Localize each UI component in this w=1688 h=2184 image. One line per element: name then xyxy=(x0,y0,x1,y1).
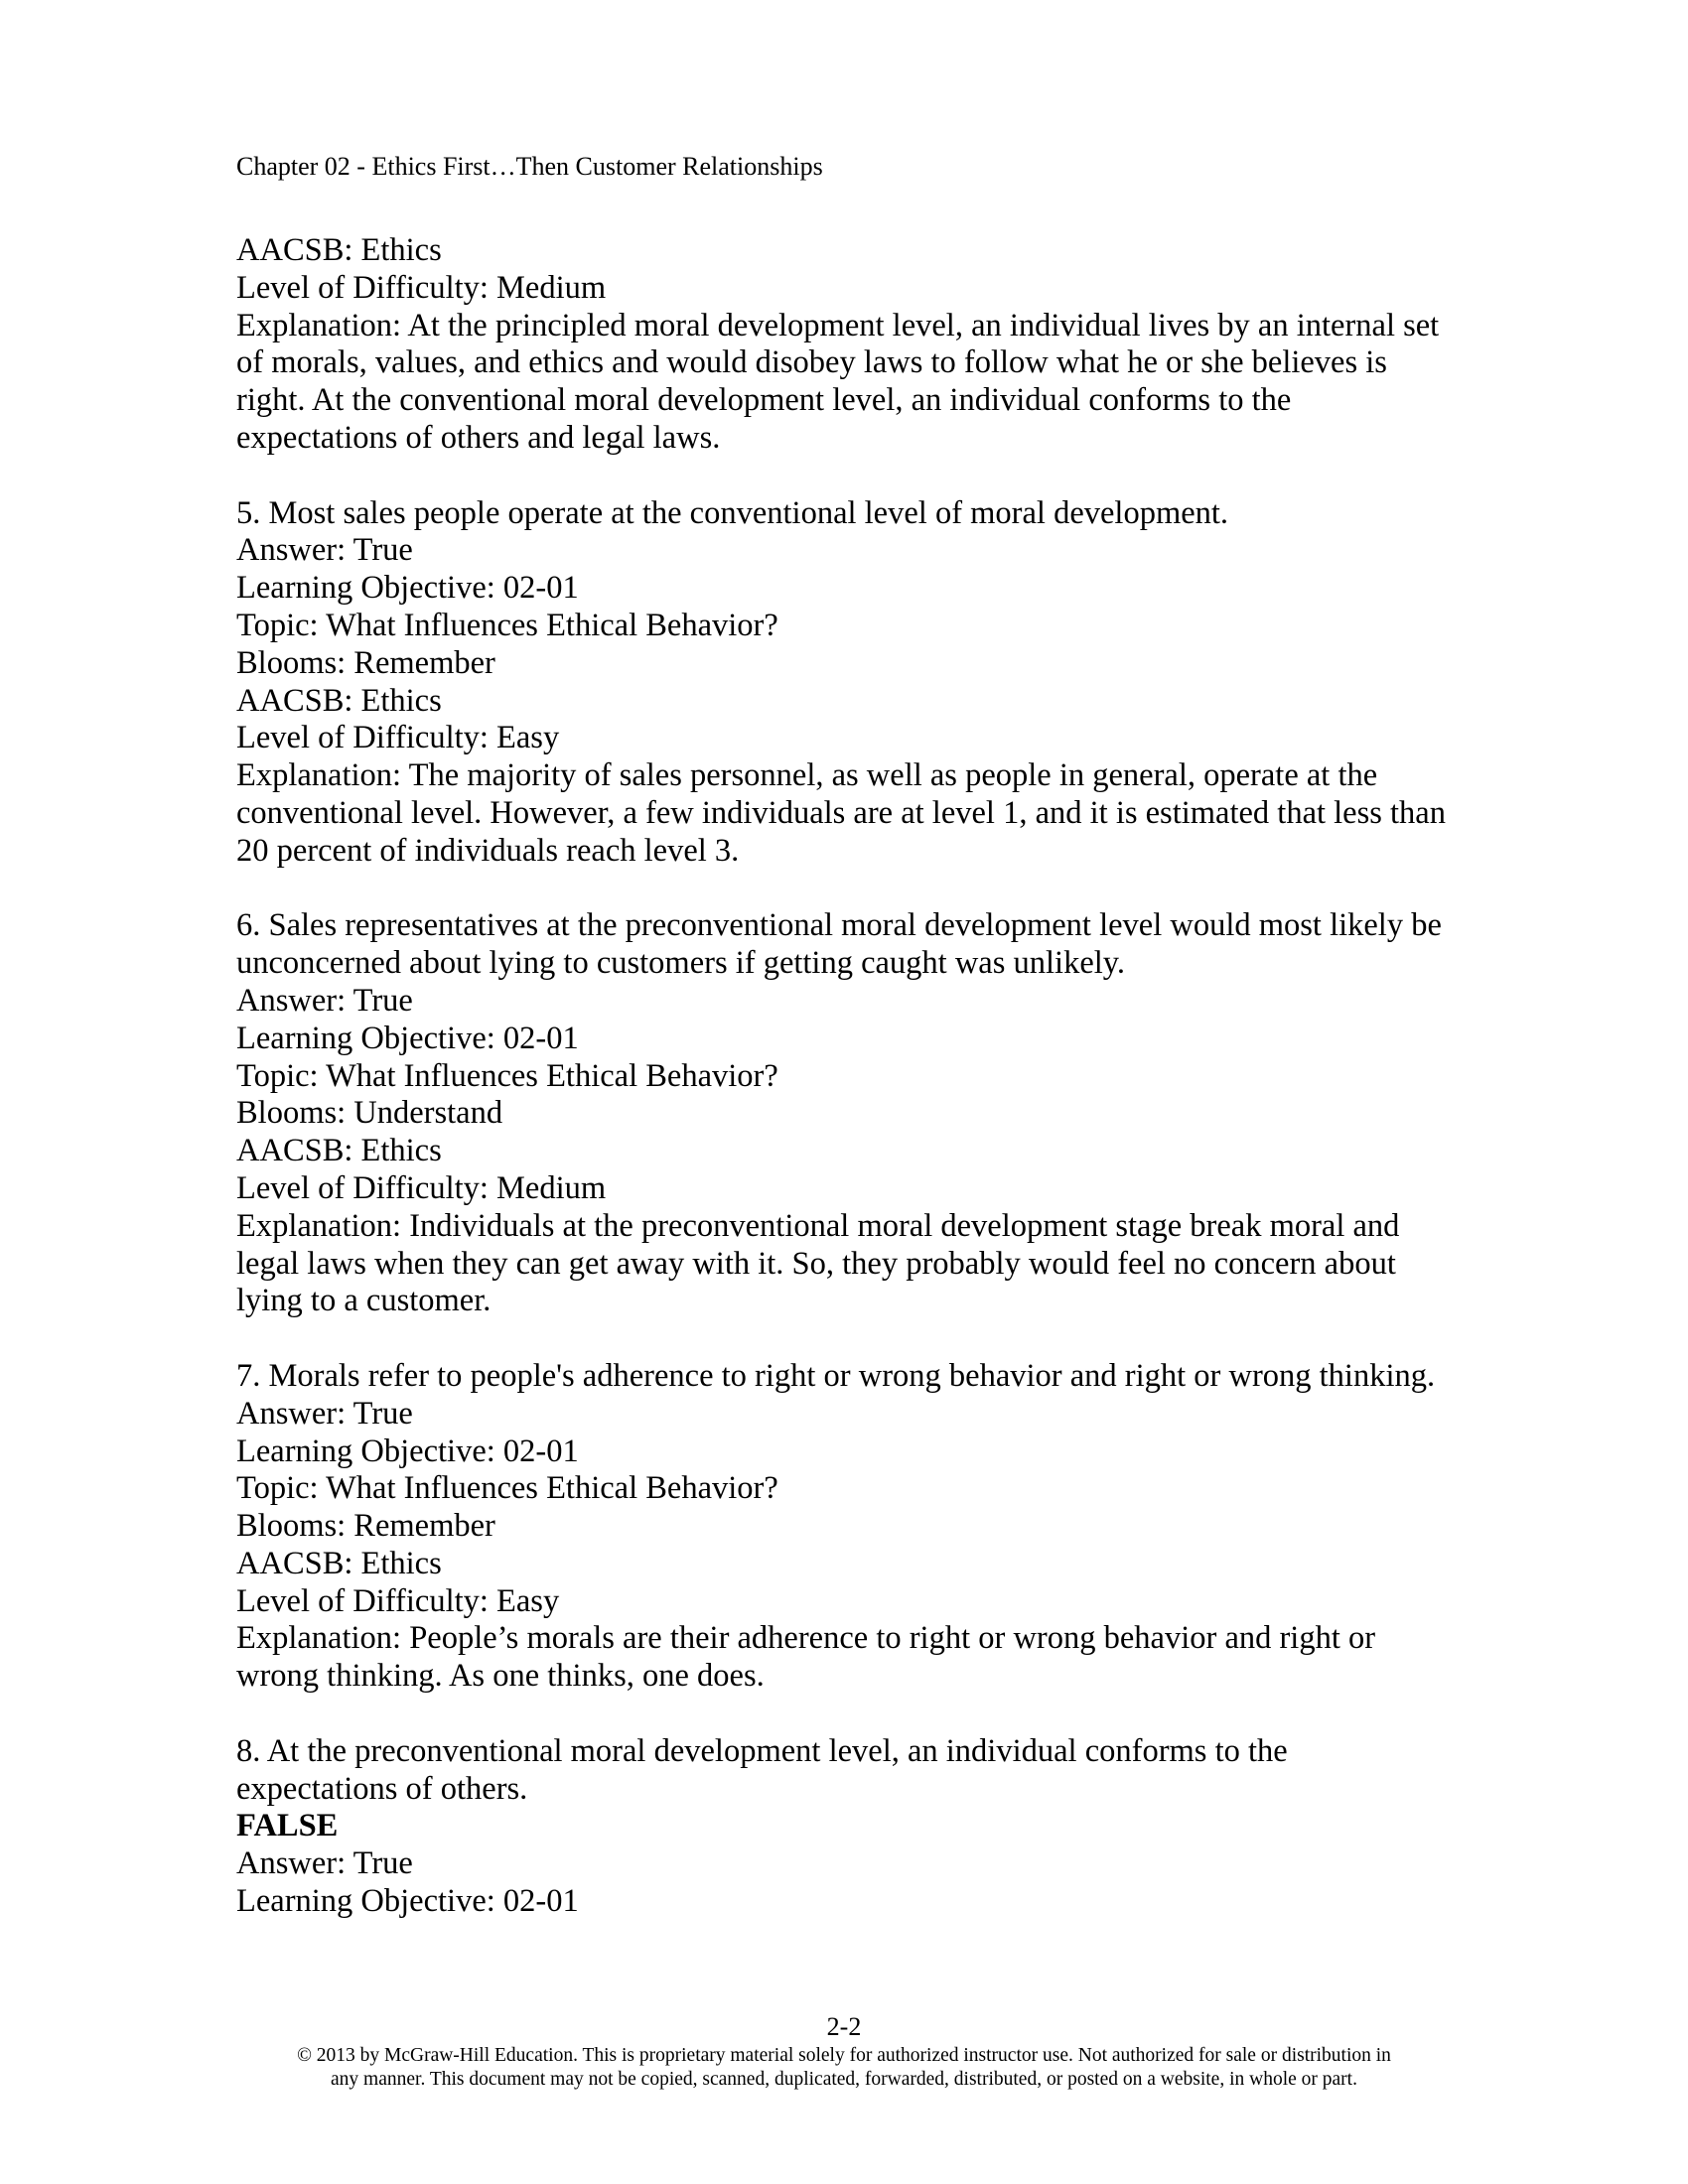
question-text: 5. Most sales people operate at the conventional level of moral development. xyxy=(236,494,1229,531)
question-8 xyxy=(236,1733,1477,1921)
explanation-line: Explanation: People’s morals are their adherence to right or wrong behavior and right or xyxy=(236,1620,1376,1657)
page-number: 2-2 xyxy=(826,2012,862,2041)
aacsb-line: AACSB: Ethics xyxy=(236,1133,442,1169)
explanation-line: Explanation: At the principled moral development level, an individual lives by an internal set xyxy=(236,307,1440,343)
explanation-line: wrong thinking. As one thinks, one does. xyxy=(236,1658,765,1695)
answer-line: Answer: True xyxy=(236,532,413,569)
explanation-line: conventional level. However, a few individuals are at level 1, and it is estimated that less than xyxy=(236,794,1446,831)
explanation-line: Explanation: Individuals at the preconventional moral development stage break moral and xyxy=(236,1207,1400,1244)
topic-line: Topic: What Influences Ethical Behavior? xyxy=(236,1470,778,1507)
answer-line: Answer: True xyxy=(236,1395,413,1432)
page-content xyxy=(236,232,1477,1921)
answer-line: Answer: True xyxy=(236,982,413,1019)
topic-line: Topic: What Influences Ethical Behavior? xyxy=(236,607,778,643)
explanation-line: lying to a customer. xyxy=(236,1283,492,1319)
question-5 xyxy=(236,495,1477,871)
copyright-line: © 2013 by McGraw-Hill Education. This is proprietary material solely for authorized instructor use. Not authorized for sale or distribution in xyxy=(297,2045,1391,2066)
learning-objective-line: Learning Objective: 02-01 xyxy=(236,1433,579,1469)
explanation-line: expectations of others and legal laws. xyxy=(236,419,721,456)
learning-objective-line: Learning Objective: 02-01 xyxy=(236,1883,579,1920)
top-block xyxy=(236,232,1477,458)
blooms-line: Blooms: Understand xyxy=(236,1095,503,1132)
difficulty-line: Level of Difficulty: Easy xyxy=(236,1582,560,1619)
spacer xyxy=(236,1696,1477,1733)
question-7 xyxy=(236,1358,1477,1696)
difficulty-line: Level of Difficulty: Medium xyxy=(236,269,607,306)
spacer xyxy=(236,458,1477,495)
explanation-line: right. At the conventional moral development level, an individual conforms to the xyxy=(236,382,1292,419)
explanation-line: 20 percent of individuals reach level 3. xyxy=(236,832,740,869)
chapter-header: Chapter 02 - Ethics First…Then Customer Relationships xyxy=(236,152,823,181)
question-text: 7. Morals refer to people's adherence to right or wrong behavior and right or wrong thinking. xyxy=(236,1357,1436,1394)
learning-objective-line: Learning Objective: 02-01 xyxy=(236,1020,579,1056)
explanation-line: of morals, values, and ethics and would disobey laws to follow what he or she believes is xyxy=(236,344,1387,381)
aacsb-line: AACSB: Ethics xyxy=(236,682,442,719)
question-text: 8. At the preconventional moral development level, an individual conforms to the xyxy=(236,1732,1288,1769)
topic-line: Topic: What Influences Ethical Behavior? xyxy=(236,1057,778,1094)
explanation-line: Explanation: The majority of sales personnel, as well as people in general, operate at the xyxy=(236,757,1378,794)
aacsb-line: AACSB: Ethics xyxy=(236,1545,442,1581)
false-marker: FALSE xyxy=(236,1808,339,1844)
question-text: 6. Sales representatives at the preconventional moral development level would most likely be xyxy=(236,907,1442,944)
question-text: expectations of others. xyxy=(236,1770,528,1807)
aacsb-line: AACSB: Ethics xyxy=(236,232,442,268)
copyright-line: any manner. This document may not be copied, scanned, duplicated, forwarded, distributed, or posted on a website, in whole or part. xyxy=(331,2069,1357,2090)
spacer xyxy=(236,871,1477,908)
spacer xyxy=(236,1320,1477,1358)
difficulty-line: Level of Difficulty: Easy xyxy=(236,720,560,756)
difficulty-line: Level of Difficulty: Medium xyxy=(236,1169,607,1206)
blooms-line: Blooms: Remember xyxy=(236,644,495,681)
answer-line: Answer: True xyxy=(236,1845,413,1882)
learning-objective-line: Learning Objective: 02-01 xyxy=(236,570,579,607)
explanation-line: legal laws when they can get away with it. So, they probably would feel no concern about xyxy=(236,1245,1396,1282)
question-text: unconcerned about lying to customers if getting caught was unlikely. xyxy=(236,945,1126,982)
copyright-notice xyxy=(0,2044,1688,2092)
blooms-line: Blooms: Remember xyxy=(236,1508,495,1545)
question-6 xyxy=(236,907,1477,1320)
